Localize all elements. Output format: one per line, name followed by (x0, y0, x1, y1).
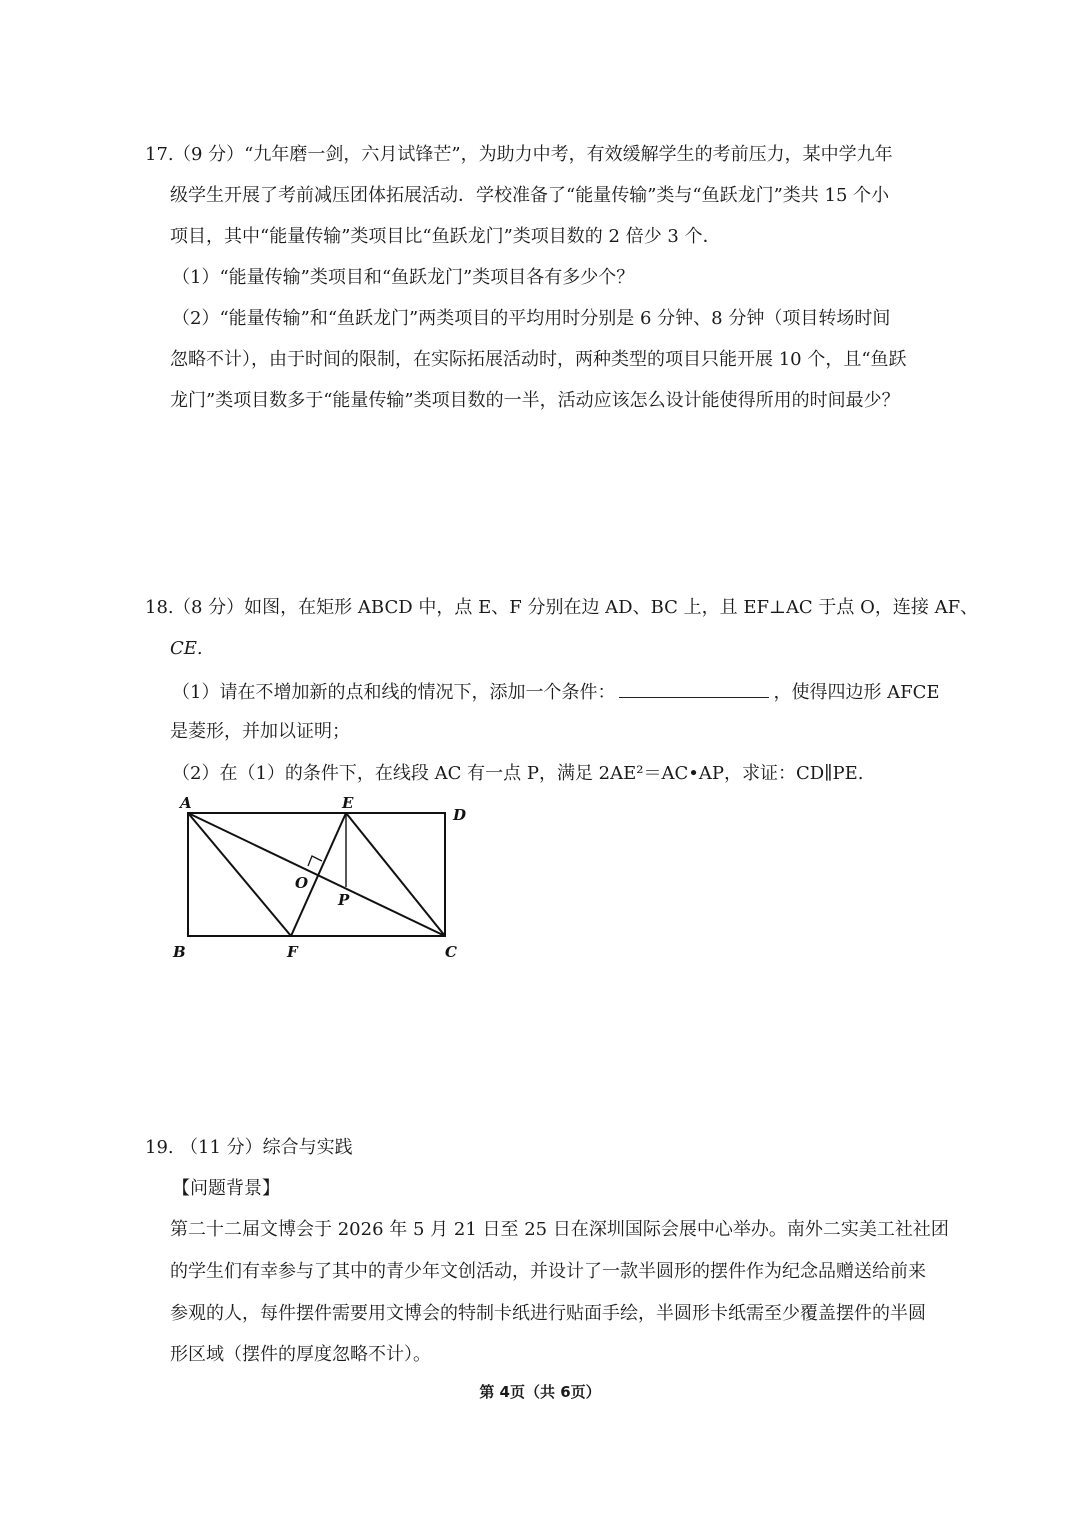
q19-para-line1: 第二十二届文博会于 2026 年 5 月 21 日至 25 日在深圳国际会展中心举办。南外二实美工社社团 (170, 1219, 949, 1240)
answer-blank[interactable] (619, 679, 769, 698)
rectangle-figure (160, 788, 490, 968)
q19-line1: （11 分）综合与实践 (180, 1137, 353, 1158)
q19-heading: 【问题背景】 (172, 1178, 280, 1199)
q17-sub2-line2: 忽略不计），由于时间的限制，在实际拓展活动时，两种类型的项目只能开展 10 个，且“鱼跃 (170, 349, 907, 370)
q19-para-line2: 的学生们有幸参与了其中的青少年文创活动，并设计了一款半圆形的摆件作为纪念品赠送给前来 (170, 1261, 926, 1282)
q18-sub1-line2: 是菱形，并加以证明； (170, 721, 350, 742)
q19-number: 19. (145, 1137, 174, 1158)
page-footer: 第 4页（共 6页） (479, 1383, 601, 1401)
q17-line1: （9 分）“九年磨一剑，六月试锋芒”，为助力中考，有效缓解学生的考前压力，某中学九年 (173, 144, 893, 165)
label-e: E (342, 794, 354, 812)
q18-sub2: （2）在（1）的条件下，在线段 AC 有一点 P，满足 2AE²＝AC•AP，求证：CD∥PE. (172, 763, 864, 784)
q17-line2: 级学生开展了考前减压团体拓展活动．学校准备了“能量传输”类与“鱼跃龙门”类共 15 个小 (170, 185, 890, 206)
segment-af (188, 813, 291, 936)
q18-line2: CE. (170, 638, 203, 659)
q17-line3: 项目，其中“能量传输”类项目比“鱼跃龙门”类项目数的 2 倍少 3 个． (170, 226, 721, 247)
q18-number: 18. (145, 597, 174, 618)
label-a: A (180, 794, 192, 812)
q18-sub1-part2: ，使得四边形 AFCE (773, 682, 940, 703)
label-c: C (445, 943, 457, 961)
label-b: B (173, 943, 186, 961)
q19-para-line4: 形区域（摆件的厚度忽略不计）。 (170, 1344, 431, 1365)
q18-line1: （8 分）如图，在矩形 ABCD 中，点 E、F 分别在边 AD、BC 上，且 EF⊥AC 于点 O，连接 AF、 (173, 597, 979, 618)
label-p: P (338, 891, 350, 909)
q17-sub2-line3: 龙门”类项目数多于“能量传输”类项目数的一半，活动应该怎么设计能使得所用的时间最少？ (170, 390, 900, 411)
segment-ac (188, 813, 445, 936)
q18-sub1-part1: （1）请在不增加新的点和线的情况下，添加一个条件： (172, 682, 616, 703)
label-d: D (453, 806, 467, 824)
segment-ec (346, 813, 445, 936)
label-o: O (295, 874, 309, 892)
q18-sub1 (172, 679, 940, 705)
q17-sub2-line1: （2）“能量传输”和“鱼跃龙门”两类项目的平均用时分别是 6 分钟、8 分钟（项目转场时间 (172, 308, 891, 329)
right-angle-mark (308, 856, 322, 866)
q17-number: 17. (145, 144, 174, 165)
label-f: F (287, 943, 298, 961)
q17-sub1: （1）“能量传输”类项目和“鱼跃龙门”类项目各有多少个？ (172, 267, 635, 288)
q19-para-line3: 参观的人，每件摆件需要用文博会的特制卡纸进行贴面手绘，半圆形卡纸需至少覆盖摆件的半圆 (170, 1303, 926, 1324)
